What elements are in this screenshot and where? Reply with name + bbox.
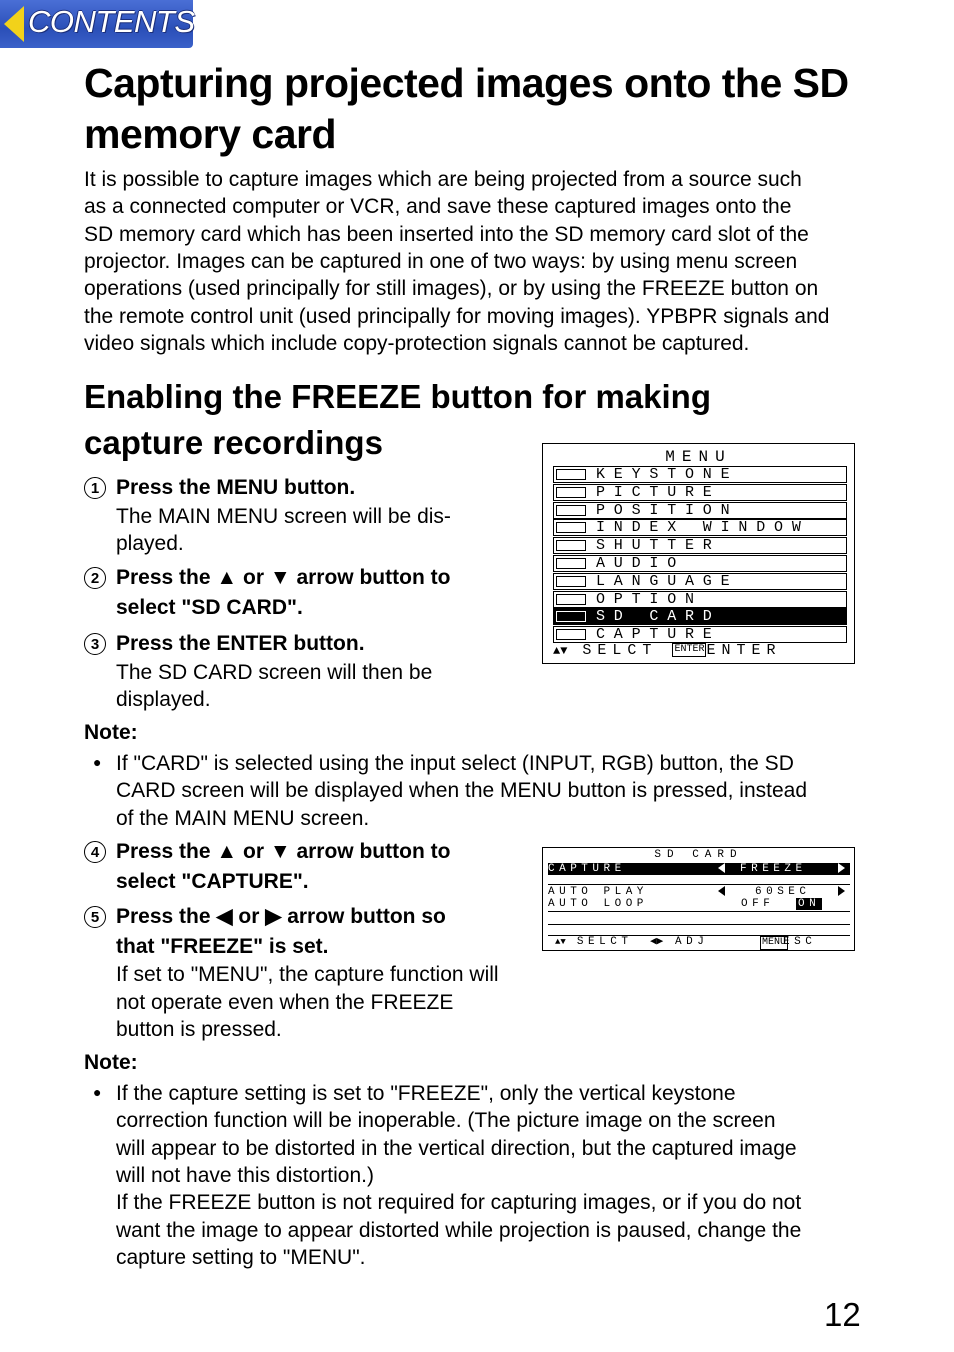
menu-item-language	[553, 573, 847, 590]
menu-item-capture	[553, 626, 847, 643]
intro-line: It is possible to capture images which are being projected from a source such	[84, 168, 802, 191]
sd-card-icon	[556, 611, 586, 622]
intro-line: the remote control unit (used principally for moving images). YPBPR signals and	[84, 304, 830, 328]
capture-row	[548, 863, 850, 875]
right-arrow-icon	[838, 886, 845, 898]
menu-item-label: INDEX WINDOW	[596, 519, 810, 537]
menu-item-shutter	[553, 537, 847, 554]
note-line: CARD screen will be displayed when the MENU button is pressed, instead	[116, 779, 808, 803]
menu-item-position	[553, 502, 847, 519]
step-description: button is pressed.	[116, 1018, 282, 1041]
note-line: correction function will be inoperable. (The picture image on the screen	[116, 1109, 776, 1133]
step-description: displayed.	[116, 688, 211, 711]
footer-adj-label: ADJ	[675, 936, 709, 948]
menu-item-audio	[553, 555, 847, 572]
menu-item-label: POSITION	[596, 501, 739, 519]
footer-enter-label: ENTER	[706, 642, 782, 659]
note-label-2: Note:	[84, 1051, 138, 1074]
note-line: of the MAIN MENU screen.	[116, 806, 370, 830]
menu-item-label: LANGUAGE	[596, 572, 739, 590]
option-icon	[556, 594, 586, 605]
sd-card-screen-illustration	[542, 847, 855, 951]
step-instruction: that "FREEZE" is set.	[116, 934, 329, 958]
menu-item-label: SHUTTER	[596, 537, 721, 555]
step-number-icon: 3	[84, 633, 106, 655]
updown-icon: ▲▼	[555, 937, 566, 947]
footer-select-label: SELCT	[576, 936, 633, 948]
section-heading-line2: capture recordings	[84, 424, 383, 461]
step-number-icon: 1	[84, 477, 106, 499]
note-line: will not have this distortion.)	[116, 1163, 374, 1187]
intro-line: SD memory card which has been inserted into the SD memory card slot of the	[84, 222, 809, 246]
menu-item-index-window	[553, 519, 847, 536]
menu-item-option	[553, 591, 847, 608]
menu-item-label: PICTURE	[596, 483, 721, 501]
menu-item-label: CAPTURE	[596, 626, 721, 644]
language-icon	[556, 576, 586, 587]
menu-screen-illustration	[542, 443, 855, 664]
autoloop-off: OFF	[741, 898, 775, 910]
left-arrow-icon	[718, 886, 725, 898]
menu-item-sd-card	[553, 608, 847, 625]
step-description: The SD CARD screen will then be	[116, 660, 433, 684]
menu-item-keystone	[553, 466, 847, 483]
enter-key-icon: ENTER	[674, 644, 705, 656]
page-title: Capturing projected images onto the SD memory card	[84, 60, 849, 157]
note-line: will appear to be distorted in the vertical direction, but the captured image	[116, 1136, 797, 1160]
step-instruction: select "SD CARD".	[116, 595, 303, 619]
intro-line: as a connected computer or VCR, and save these captured images onto the	[84, 195, 792, 219]
footer-select-label: SELCT	[582, 642, 658, 659]
step-description: The MAIN MENU screen will be dis-	[116, 504, 451, 528]
step-description: played.	[116, 532, 184, 555]
footer-esc-label: ESC	[783, 936, 817, 948]
intro-line: projector. Images can be captured in one of two ways: by using menu screen	[84, 249, 798, 273]
note-label-1: Note:	[84, 721, 138, 744]
step-instruction: Press the MENU button.	[116, 476, 356, 499]
step-instruction: Press the ENTER button.	[116, 632, 365, 655]
index-window-icon	[556, 522, 586, 533]
bullet-icon: ●	[93, 754, 102, 770]
step-description: If set to "MENU", the capture function will	[116, 963, 499, 986]
note-line: If "CARD" is selected using the input select (INPUT, RGB) button, the SD	[116, 752, 794, 775]
step-instruction: Press the ◀ or ▶ arrow button so	[116, 905, 446, 928]
menu-item-label: KEYSTONE	[596, 466, 739, 483]
left-arrow-icon	[718, 863, 725, 875]
section-heading-line1: Enabling the FREEZE button for making	[84, 378, 711, 415]
autoloop-label: AUTO LOOP	[548, 898, 648, 910]
bullet-icon: ●	[93, 1084, 102, 1100]
step-number-icon: 2	[84, 567, 106, 589]
menu-item-picture	[553, 484, 847, 501]
step-description: not operate even when the FREEZE	[116, 990, 454, 1014]
note-line: want the image to appear distorted while projection is paused, change the	[116, 1218, 802, 1242]
right-arrow-icon	[838, 863, 845, 875]
autoplay-label: AUTO PLAY	[548, 886, 648, 898]
back-arrow-icon	[4, 6, 24, 42]
note-line: If the FREEZE button is not required for capturing images, or if you do not	[116, 1191, 802, 1215]
step-number-icon: 5	[84, 906, 106, 928]
leftright-icon: ◀▶	[650, 936, 664, 948]
capture-label: CAPTURE	[548, 863, 626, 875]
intro-line: video signals which include copy-protection signals cannot be captured.	[84, 331, 750, 355]
position-icon	[556, 505, 586, 516]
contents-label: CONTENTS	[28, 4, 195, 39]
page-number: 12	[824, 1296, 861, 1333]
capture-value: FREEZE	[740, 863, 807, 875]
sd-screen-footer	[555, 936, 857, 948]
menu-screen-footer	[553, 642, 847, 659]
autoplay-row	[548, 886, 850, 898]
autoloop-row	[548, 898, 850, 910]
menu-screen-title: MENU	[665, 448, 732, 466]
note-line: If the capture setting is set to "FREEZE", only the vertical keystone	[116, 1082, 736, 1105]
menu-item-label: AUDIO	[596, 555, 686, 572]
capture-icon	[556, 629, 586, 640]
step-instruction: Press the ▲ or ▼ arrow button to	[116, 840, 451, 863]
shutter-icon	[556, 540, 586, 551]
contents-link[interactable]	[0, 0, 193, 48]
audio-icon	[556, 558, 586, 569]
picture-icon	[556, 487, 586, 498]
autoplay-value: 60SEC	[755, 886, 811, 898]
sd-screen-title: SD CARD	[654, 849, 743, 861]
menu-key-icon: MENU	[762, 937, 787, 948]
menu-item-label: OPTION	[596, 590, 703, 608]
menu-item-label: SD CARD	[596, 608, 721, 626]
keystone-icon	[556, 469, 586, 480]
updown-icon: ▲▼	[553, 644, 568, 658]
autoloop-on: ON	[798, 898, 821, 910]
note-line: capture setting to "MENU".	[116, 1245, 366, 1269]
step-instruction: Press the ▲ or ▼ arrow button to	[116, 566, 451, 589]
intro-line: operations (used principally for still images), or by using the FREEZE button on	[84, 277, 819, 301]
step-number-icon: 4	[84, 841, 106, 863]
step-instruction: select "CAPTURE".	[116, 869, 309, 893]
